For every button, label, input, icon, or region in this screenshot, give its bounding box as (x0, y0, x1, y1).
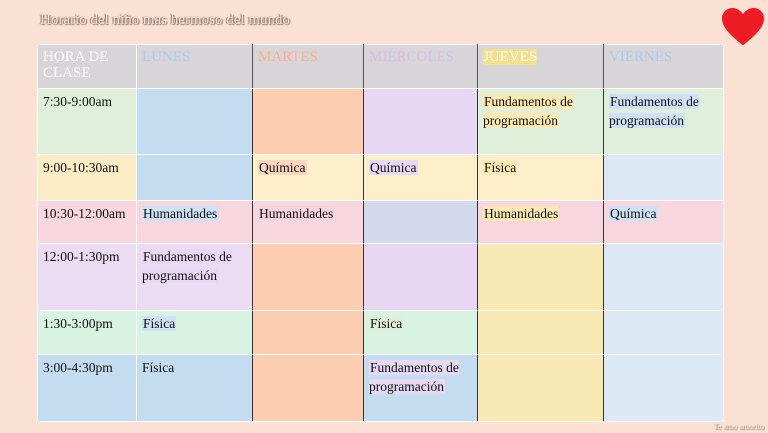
class-label: Fundamentos de programación (369, 360, 459, 394)
class-label: Física (142, 360, 175, 375)
time-cell: 10:30-12:00am (38, 201, 137, 244)
table-row (38, 244, 724, 311)
cell-miercoles (364, 355, 478, 422)
cell-miercoles (364, 244, 478, 311)
cell-martes (253, 89, 364, 155)
table-row (38, 155, 724, 201)
cell-martes (253, 155, 364, 201)
header-row (38, 45, 724, 89)
cell-jueves (478, 311, 604, 355)
class-label: Fundamentos de programación (609, 94, 699, 128)
cell-viernes (604, 89, 724, 155)
cell-lunes (137, 201, 253, 244)
header-lunes: LUNES (137, 45, 253, 89)
cell-lunes (137, 89, 253, 155)
cell-miercoles (364, 155, 478, 201)
footer-note: Te amo amorito (713, 422, 764, 431)
class-label: Química (610, 206, 657, 221)
cell-martes (253, 311, 364, 355)
cell-martes (253, 355, 364, 422)
heart-icon (722, 6, 764, 48)
cell-miercoles (364, 311, 478, 355)
class-label: Humanidades (143, 206, 218, 221)
time-cell: 3:00-4:30pm (38, 355, 137, 422)
cell-miercoles (364, 201, 478, 244)
time-cell: 7:30-9:00am (38, 89, 137, 155)
class-label: Física (370, 316, 403, 331)
class-label: Física (143, 316, 176, 331)
cell-jueves (478, 155, 604, 201)
cell-viernes (604, 155, 724, 201)
cell-lunes (137, 355, 253, 422)
header-martes: MARTES (253, 45, 364, 89)
time-cell: 9:00-10:30am (38, 155, 137, 201)
class-label: Humanidades (484, 206, 559, 221)
cell-jueves (478, 89, 604, 155)
class-label: Física (484, 160, 517, 175)
cell-jueves (478, 355, 604, 422)
header-miercoles: MIÉRCOLES (364, 45, 478, 89)
time-cell: 12:00-1:30pm (38, 244, 137, 311)
cell-jueves (478, 244, 604, 311)
header-hora: HORA DE CLASE (38, 45, 137, 89)
header-viernes: VIERNES (604, 45, 724, 89)
cell-martes (253, 244, 364, 311)
header-jueves (478, 45, 604, 89)
cell-viernes (604, 244, 724, 311)
cell-viernes (604, 311, 724, 355)
cell-jueves (478, 201, 604, 244)
class-label: Química (370, 160, 417, 175)
class-label: Química (259, 160, 306, 175)
cell-lunes (137, 244, 253, 311)
class-label: Fundamentos de programación (483, 94, 573, 128)
page-title: Horario del niño mas hermoso del mundo (40, 12, 290, 28)
table-row (38, 355, 724, 422)
schedule-table (37, 44, 724, 422)
cell-lunes (137, 155, 253, 201)
table-row (38, 201, 724, 244)
class-label: Humanidades (259, 206, 334, 221)
cell-viernes (604, 355, 724, 422)
cell-martes (253, 201, 364, 244)
cell-lunes (137, 311, 253, 355)
class-label: Fundamentos de programación (142, 249, 232, 283)
cell-miercoles (364, 89, 478, 155)
table-row (38, 89, 724, 155)
time-cell: 1:30-3:00pm (38, 311, 137, 355)
header-jueves-label: JUEVES (483, 49, 538, 65)
cell-viernes (604, 201, 724, 244)
table-row (38, 311, 724, 355)
